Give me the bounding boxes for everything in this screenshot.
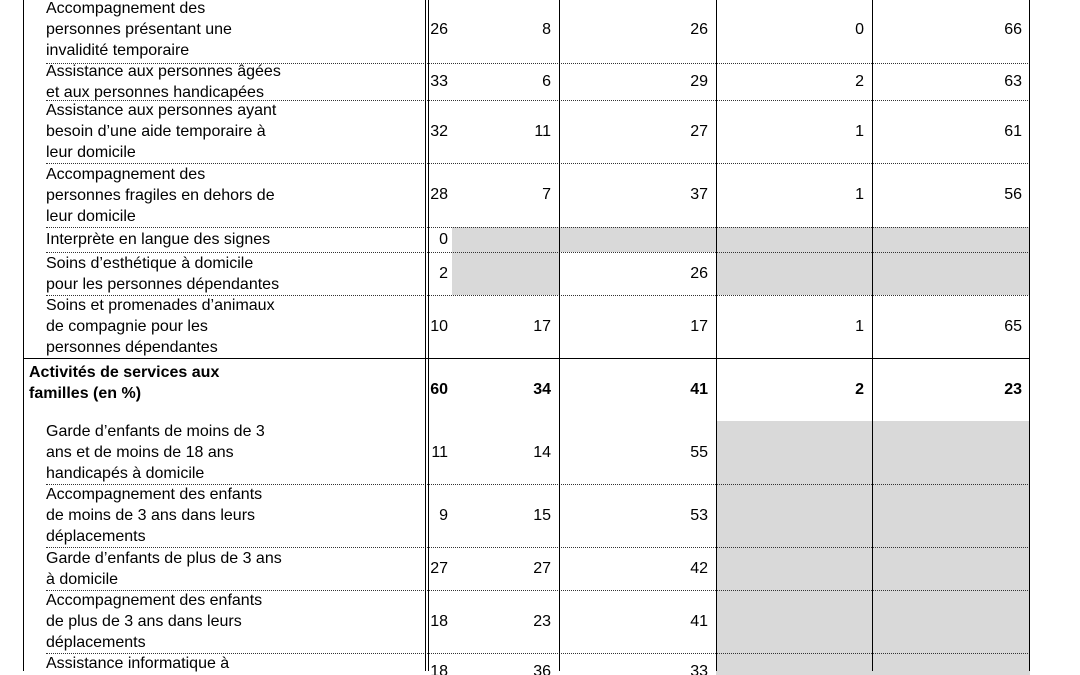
value-cell: 37	[690, 186, 708, 203]
row-divider	[46, 227, 1030, 228]
table-row	[23, 63, 1030, 100]
value-cell: 1	[855, 186, 864, 203]
value-cell: 8	[542, 20, 551, 38]
row-label: Soins et promenades d’animaux de compagnie pour les personnes dépendantes	[46, 297, 275, 356]
table-row	[23, 295, 1030, 358]
shaded-cell	[872, 421, 1030, 484]
value-cell: 55	[690, 443, 708, 461]
row-divider	[46, 653, 1030, 654]
shaded-cell	[872, 252, 1030, 295]
value-cell: 14	[533, 443, 551, 461]
row-label: Garde d’enfants de moins de 3 ans et de moins de 18 ans handicapés à domicile	[46, 423, 265, 482]
value-cell: 15	[533, 506, 551, 524]
value-cell: 33	[690, 663, 708, 675]
row-divider	[46, 163, 1030, 164]
value-cell: 63	[1004, 72, 1022, 90]
table-row	[23, 653, 1030, 675]
value-cell: 2	[439, 264, 448, 282]
value-cell: 42	[690, 559, 708, 577]
shaded-cell	[872, 653, 1030, 675]
row-divider	[46, 295, 1030, 296]
value-cell: 53	[690, 506, 708, 524]
table-row	[23, 163, 1030, 227]
value-cell: 18	[430, 663, 448, 675]
row-label: Accompagnement des personnes fragiles en dehors de leur domicile	[46, 165, 275, 225]
table-row	[23, 421, 1030, 484]
row-label: Accompagnement des enfants de plus de 3 ans dans leurs déplacements	[46, 592, 263, 651]
value-cell: 66	[1004, 20, 1022, 38]
column-border	[23, 0, 24, 671]
row-label: Assistance aux personnes ayant besoin d’une aide temporaire à leur domicile	[46, 102, 277, 161]
table-row	[23, 0, 1030, 63]
shaded-cell	[716, 547, 872, 590]
value-cell: 11	[431, 443, 448, 461]
value-cell: 26	[430, 20, 448, 38]
value-cell: 10	[430, 317, 448, 335]
value-cell: 60	[430, 380, 448, 398]
row-label: Assistance informatique à	[46, 655, 230, 672]
shaded-cell	[716, 227, 872, 252]
section-label: Activités de services aux familles (en %)	[29, 364, 220, 402]
value-cell: 29	[690, 72, 708, 90]
column-border	[559, 0, 560, 671]
value-cell: 65	[1004, 317, 1022, 335]
column-border	[716, 0, 717, 671]
shaded-cell	[716, 484, 872, 547]
shaded-cell	[559, 227, 716, 252]
shaded-cell	[716, 421, 872, 484]
table-row	[23, 100, 1030, 163]
column-border	[1029, 0, 1030, 671]
shaded-cell	[716, 653, 872, 675]
value-cell: 26	[690, 264, 708, 282]
value-cell: 0	[439, 230, 448, 248]
row-divider	[46, 484, 1030, 485]
table-row	[23, 590, 1030, 653]
row-divider	[46, 63, 1030, 64]
row-label: Accompagnement des personnes présentant une invalidité temporaire	[46, 0, 232, 59]
value-cell: 27	[690, 122, 708, 140]
value-cell: 6	[542, 72, 551, 90]
value-cell: 0	[855, 20, 864, 38]
value-cell: 1	[855, 122, 864, 140]
shaded-cell	[872, 484, 1030, 547]
value-cell: 7	[542, 186, 551, 203]
row-label: Garde d’enfants de plus de 3 ans à domicile	[46, 549, 282, 588]
value-cell: 26	[690, 20, 708, 38]
value-cell: 61	[1004, 122, 1022, 140]
value-cell: 27	[430, 559, 448, 577]
value-cell: 1	[855, 317, 864, 335]
value-cell: 56	[1004, 186, 1022, 203]
row-divider	[46, 100, 1030, 101]
value-cell: 41	[690, 612, 708, 630]
value-cell: 17	[690, 317, 708, 335]
row-label: Soins d’esthétique à domicile pour les personnes dépendantes	[46, 254, 280, 293]
shaded-cell	[716, 252, 872, 295]
value-cell: 23	[1004, 380, 1022, 398]
value-cell: 33	[430, 72, 448, 90]
double-column-border	[425, 0, 429, 671]
value-cell: 2	[855, 72, 864, 90]
value-cell: 11	[534, 122, 551, 140]
value-cell: 41	[690, 380, 708, 398]
value-cell: 27	[533, 559, 551, 577]
value-cell: 36	[533, 663, 551, 675]
shaded-cell	[716, 590, 872, 653]
section-header-row	[23, 358, 1030, 421]
row-label: Accompagnement des enfants de moins de 3 ans dans leurs déplacements	[46, 486, 263, 545]
table-row	[23, 252, 1030, 295]
row-divider	[46, 547, 1030, 548]
value-cell: 9	[439, 506, 448, 524]
table-row	[23, 547, 1030, 590]
shaded-cell	[872, 227, 1030, 252]
shaded-cell	[872, 590, 1030, 653]
row-divider	[46, 252, 1030, 253]
table-row	[23, 227, 1030, 252]
value-cell: 32	[430, 122, 448, 140]
row-label: Interprète en langue des signes	[46, 231, 271, 248]
row-divider	[46, 590, 1030, 591]
shaded-cell	[452, 227, 559, 252]
section-divider	[23, 358, 1030, 359]
value-cell: 23	[533, 612, 551, 630]
value-cell: 17	[533, 317, 551, 335]
row-label: Assistance aux personnes âgées et aux personnes handicapées	[46, 62, 281, 101]
shaded-cell	[452, 252, 559, 295]
value-cell: 18	[430, 612, 448, 630]
shaded-cell	[872, 547, 1030, 590]
table-row	[23, 484, 1030, 547]
value-cell: 28	[430, 186, 448, 203]
column-border	[872, 0, 873, 671]
value-cell: 2	[855, 380, 864, 398]
value-cell: 34	[533, 380, 551, 398]
